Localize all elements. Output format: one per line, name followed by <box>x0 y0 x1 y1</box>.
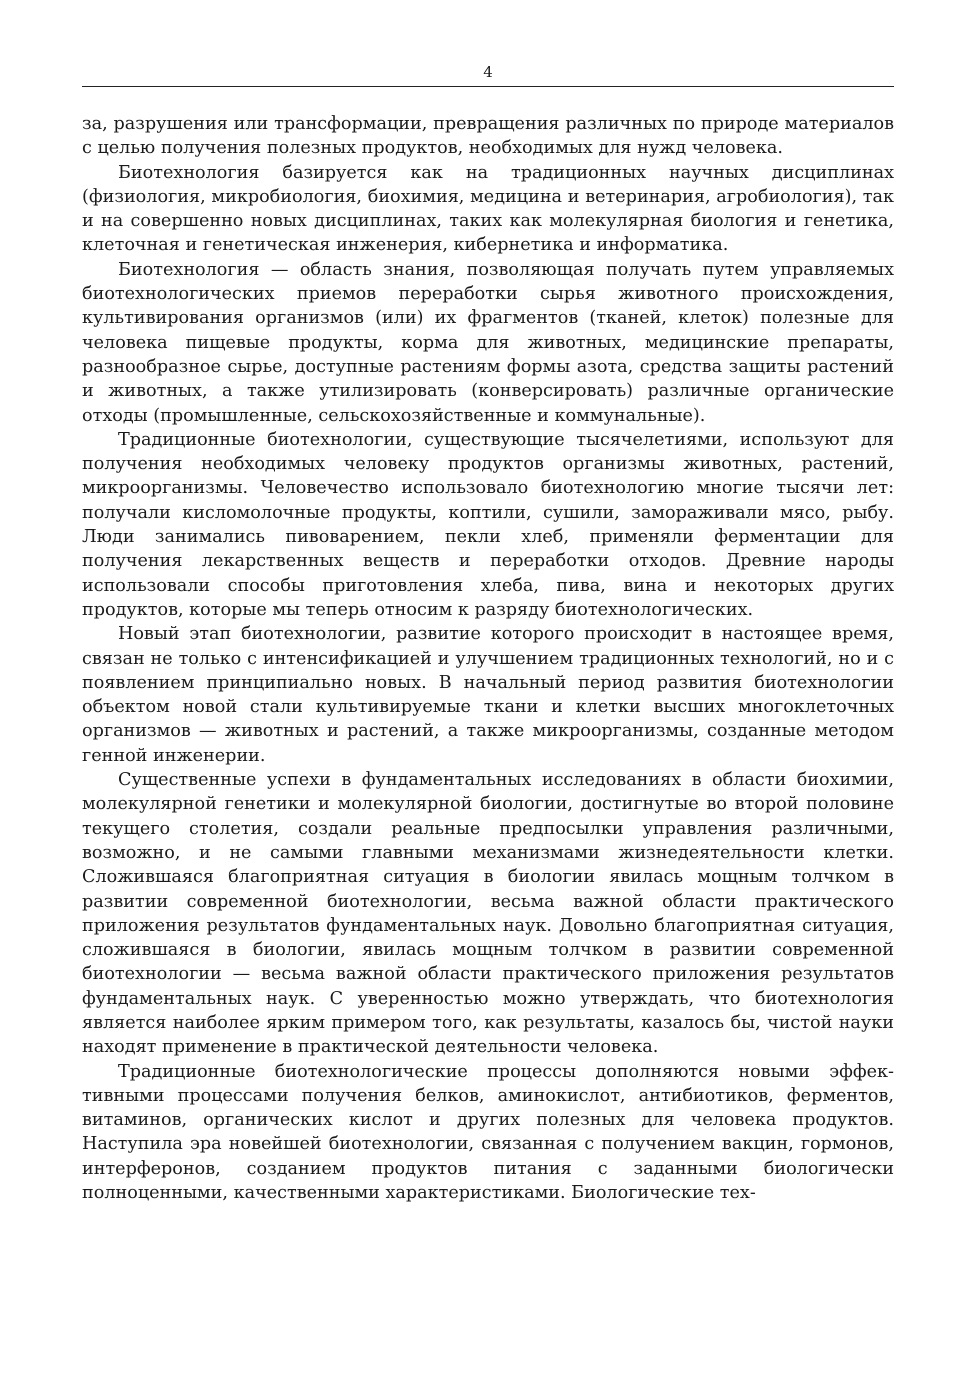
paragraph-traditional: Традиционные биотехнологии, существующие тысячелетиями, используют для получения необходимых человеку продуктов организмы животных, растений, микроорганизмы. Человечество использовало биотехнологию многие тысячи лет: получали кисломолочные продукты, коптили, сушили, замораживали мясо, рыбу. Люди занимались пивоварением, пекли хлеб, применяли ферментации для получения лекарственных веществ и переработки отходов. Древние народы использовали способы приготовления хлеба, пива, вина и некоторых других продуктов, которые мы теперь относим к разряду биотехнологических. <box>82 429 894 620</box>
text-body <box>82 112 894 1205</box>
page-number: 4 <box>483 63 493 81</box>
paragraph-new-stage: Новый этап биотехнологии, развитие которого происходит в настоящее время, связан не только с интенсификацией и улучшением традиционных технологий, но и с появлением принципиально новых. В начальный период развития биотехнологии объектом новой стали культивируемые ткани и клетки высших многоклеточных организмов — животных и растений, а также микроорганизмы, созданные методом генной инженерии. <box>82 624 894 766</box>
paragraph-disciplines: Биотехнология базируется как на традиционных научных дисциплинах (физиология, микробиология, биохимия, медицина и ветеринария, агробиология), так и на совершенно новых дисциплинах, таких как молекулярная биология и генетика, клеточная и генетическая инженерия, кибернетика и информатика. <box>82 162 894 256</box>
paragraph-fundamental-success: Существенные успехи в фундаментальных исследованиях в области биохимии, молекулярной генетики и молекулярной биологии, достигнутые во второй половине текущего столетия, создали реальные предпосылки управления различными, возможно, и не самыми главными механизмами жизнедеятельности клетки. Сложившаяся благоприятная ситуация в биологии явилась мощным толчком в развитии современной биотехнологии, весьма важной области практического приложения результатов фундаментальных наук. Довольно благоприятная ситуация, сложившаяся в биологии, явилась мощным толчком в развитии современной биотехнологии — весьма важной области практического приложения результатов фундаментальных наук. С уверенностью можно утверждать, что биотехнология является наиболее ярким примером того, как результаты, казалось бы, чистой науки находят применение в практической деятельности человека. <box>82 770 894 1058</box>
paragraph-processes: Традиционные биотехнологические процессы дополняются новыми эффективными процессами получения белков, аминокислот, антибиотиков, ферментов, витаминов, органических кислот и других полезных для человека продуктов. Наступила эра новейшей биотехнологии, связанная с получением вакцин, гормонов, интерферонов, созданием продуктов питания с заданными биологически полноценными, качественными характеристиками. Биологические тех- <box>82 1061 894 1204</box>
paragraph-definition: Биотехнология — область знания, позволяющая получать путем управляемых биотехнологических приемов переработки сырья животного происхождения, культивирования организмов (или) их фрагментов (тканей, клеток) полезные для человека пищевые продукты, корма для животных, медицинские препараты, разнообразное сырье, доступные растениям формы азота, средства защиты растений и животных, а также утилизировать (конверсировать) различные органические отходы (промышленные, сельскохозяйственные и коммунальные). <box>82 259 894 426</box>
page-header <box>82 58 894 87</box>
paragraph-continuation: за, разрушения или трансформации, превращения различных по природе материалов с целью получения полезных продуктов, необходимых для нужд человека. <box>82 114 894 159</box>
